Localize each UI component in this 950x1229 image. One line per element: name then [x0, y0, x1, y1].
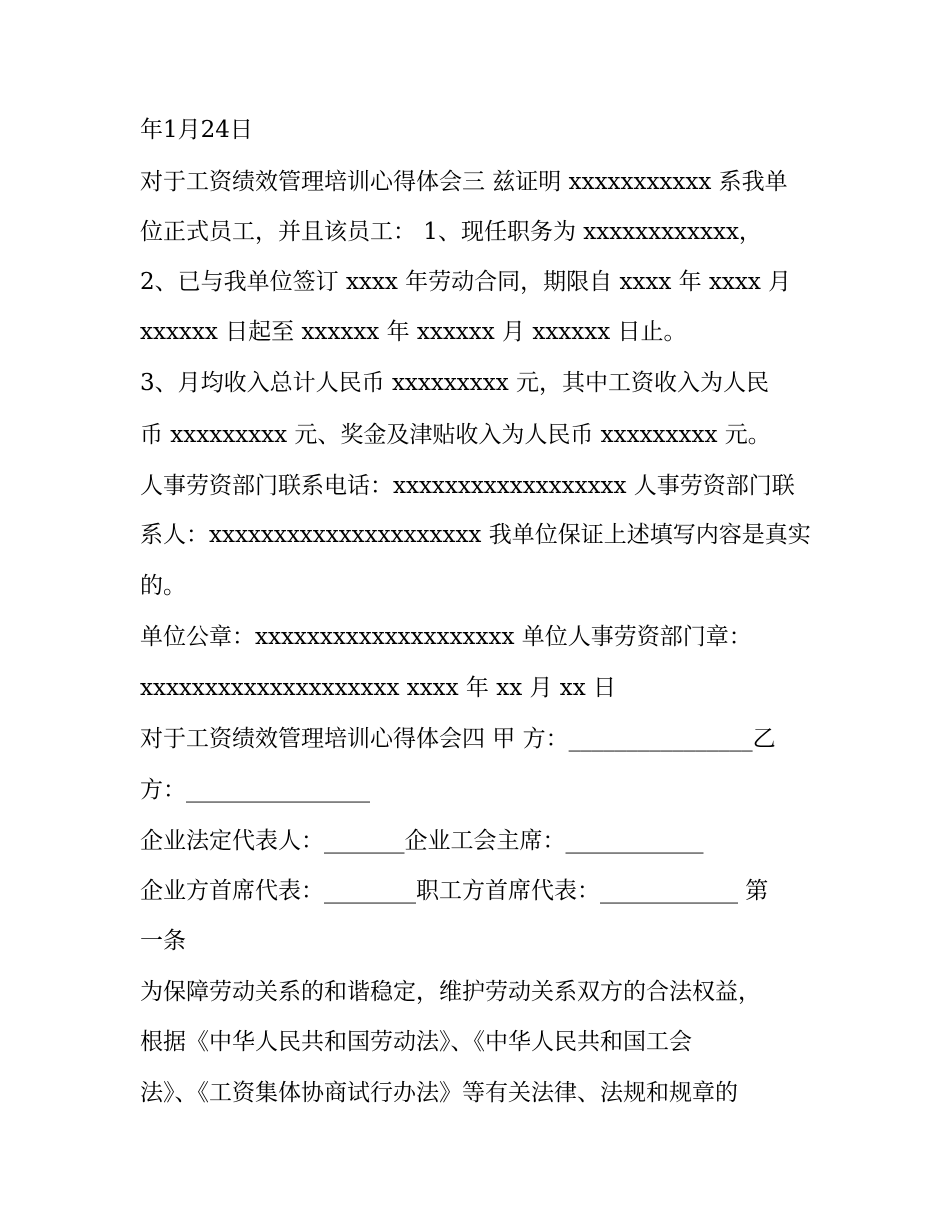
text-line: xxxxxx 日起至 xxxxxx 年 xxxxxx 月 xxxxxx 日止。	[140, 319, 687, 345]
text-line: 的。	[140, 573, 186, 599]
text-line-date: 年1月24日	[140, 117, 253, 143]
text-line-section-4-heading: 对于工资绩效管理培训心得体会四 甲 方：________________乙	[140, 726, 776, 752]
text-line: 企业法定代表人：_______企业工会主席：____________	[140, 828, 704, 854]
text-line: 为保障劳动关系的和谐稳定，维护劳动关系双方的合法权益，	[140, 979, 761, 1005]
text-line: 一条	[140, 928, 186, 954]
text-line: xxxxxxxxxxxxxxxxxxxx xxxx 年 xx 月 xx 日	[140, 675, 617, 701]
text-line: 根据《中华人民共和国劳动法》、《中华人民共和国工会	[140, 1029, 692, 1055]
text-line: 单位公章：xxxxxxxxxxxxxxxxxxxx 单位人事劳资部门章：	[140, 624, 752, 650]
text-line: 位正式员工，并且该员工： 1、现任职务为 xxxxxxxxxxxx，	[140, 219, 762, 245]
text-line: 法》、《工资集体协商试行办法》等有关法律、法规和规章的	[140, 1080, 738, 1106]
text-line: 人事劳资部门联系电话：xxxxxxxxxxxxxxxxxx 人事劳资部门联	[140, 473, 795, 499]
text-line: 3、月均收入总计人民币 xxxxxxxxx 元，其中工资收入为人民	[140, 370, 769, 396]
text-line: 2、已与我单位签订 xxxx 年劳动合同，期限自 xxxx 年 xxxx 月	[140, 269, 792, 295]
text-line: 币 xxxxxxxxx 元、奖金及津贴收入为人民币 xxxxxxxxx 元。	[140, 422, 771, 448]
text-line-section-3-heading: 对于工资绩效管理培训心得体会三 兹证明 xxxxxxxxxxx 系我单	[140, 169, 788, 195]
text-line: 系人：xxxxxxxxxxxxxxxxxxxxx 我单位保证上述填写内容是真实	[140, 522, 811, 548]
text-line: 方：________________	[140, 777, 370, 803]
text-line: 企业方首席代表：________职工方首席代表：____________ 第	[140, 878, 769, 904]
